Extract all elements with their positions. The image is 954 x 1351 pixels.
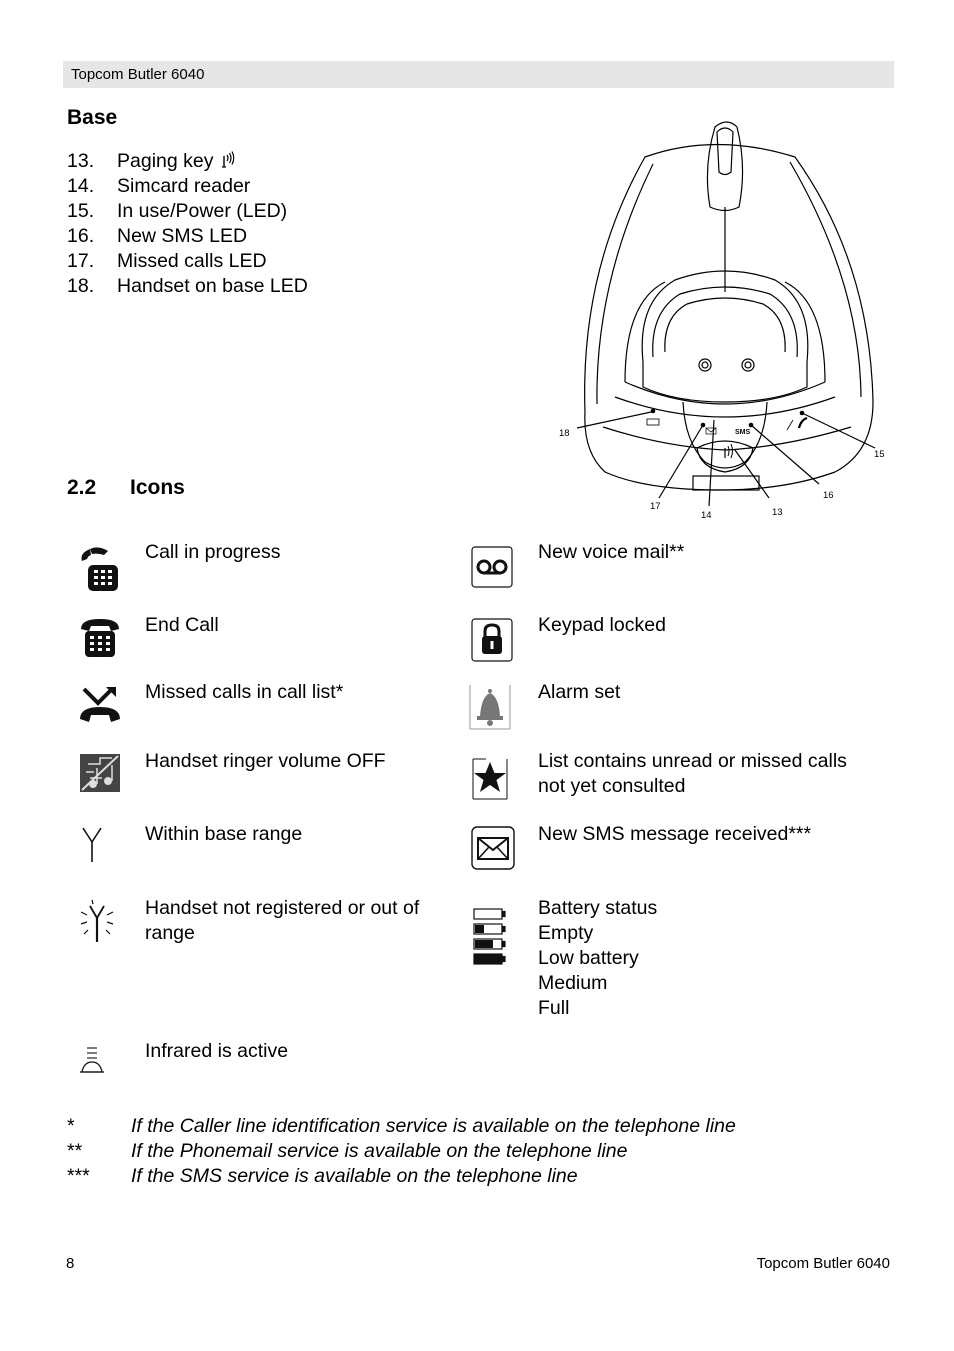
bell-icon xyxy=(468,683,512,729)
svg-text:SMS: SMS xyxy=(735,429,751,436)
icon-description: End Call xyxy=(145,614,219,636)
ringer-off-icon xyxy=(80,754,124,800)
icon-description: Call in progress xyxy=(145,541,281,563)
icon-description: List contains unread or missed calls not yet consulted xyxy=(538,750,847,797)
icon-description: Infrared is active xyxy=(145,1040,289,1062)
callout-label: 14 xyxy=(701,510,712,521)
icon-description: Keypad locked xyxy=(538,614,666,636)
callout-label: 16 xyxy=(823,490,834,501)
phone-handset-icon xyxy=(78,545,122,591)
missed-call-icon xyxy=(78,683,122,729)
battery-level-label: Medium xyxy=(538,972,608,994)
battery-level-label: Full xyxy=(538,997,570,1019)
icons-section-title: Icons xyxy=(130,476,185,499)
callout-label: 15 xyxy=(874,449,885,460)
battery-icon xyxy=(472,906,506,973)
icon-description: Handset ringer volume OFF xyxy=(145,750,386,772)
callout-label: 17 xyxy=(650,501,661,512)
antenna-flashing-icon xyxy=(78,898,122,944)
icon-description: Alarm set xyxy=(538,681,621,703)
battery-description: Battery status Empty Low battery Medium Full xyxy=(538,897,658,1019)
battery-level-label: Low battery xyxy=(538,947,639,969)
battery-level-label: Empty xyxy=(538,922,594,944)
envelope-icon xyxy=(470,825,514,871)
callout-label: 13 xyxy=(772,507,783,518)
running-header: Topcom Butler 6040 xyxy=(63,61,894,88)
icon-description: New SMS message received*** xyxy=(538,823,812,845)
antenna-icon xyxy=(78,824,122,870)
icon-description: New voice mail** xyxy=(538,541,685,563)
lock-icon xyxy=(470,617,514,663)
callout-label: 18 xyxy=(559,428,570,439)
infrared-icon xyxy=(78,1044,122,1090)
star-icon xyxy=(470,756,514,802)
icons-section-number: 2.2 xyxy=(67,476,97,499)
page-number: 8 xyxy=(66,1255,75,1272)
running-footer: Topcom Butler 6040 xyxy=(756,1255,890,1272)
base-heading: Base xyxy=(67,106,118,129)
base-station-diagram xyxy=(555,112,890,522)
icon-description: Within base range xyxy=(145,823,303,845)
icon-description: Handset not registered or out of range xyxy=(145,897,420,944)
paging-icon xyxy=(221,150,235,174)
desk-phone-icon xyxy=(78,615,122,661)
icon-description: Missed calls in call list* xyxy=(145,681,344,703)
voicemail-icon xyxy=(470,545,514,591)
